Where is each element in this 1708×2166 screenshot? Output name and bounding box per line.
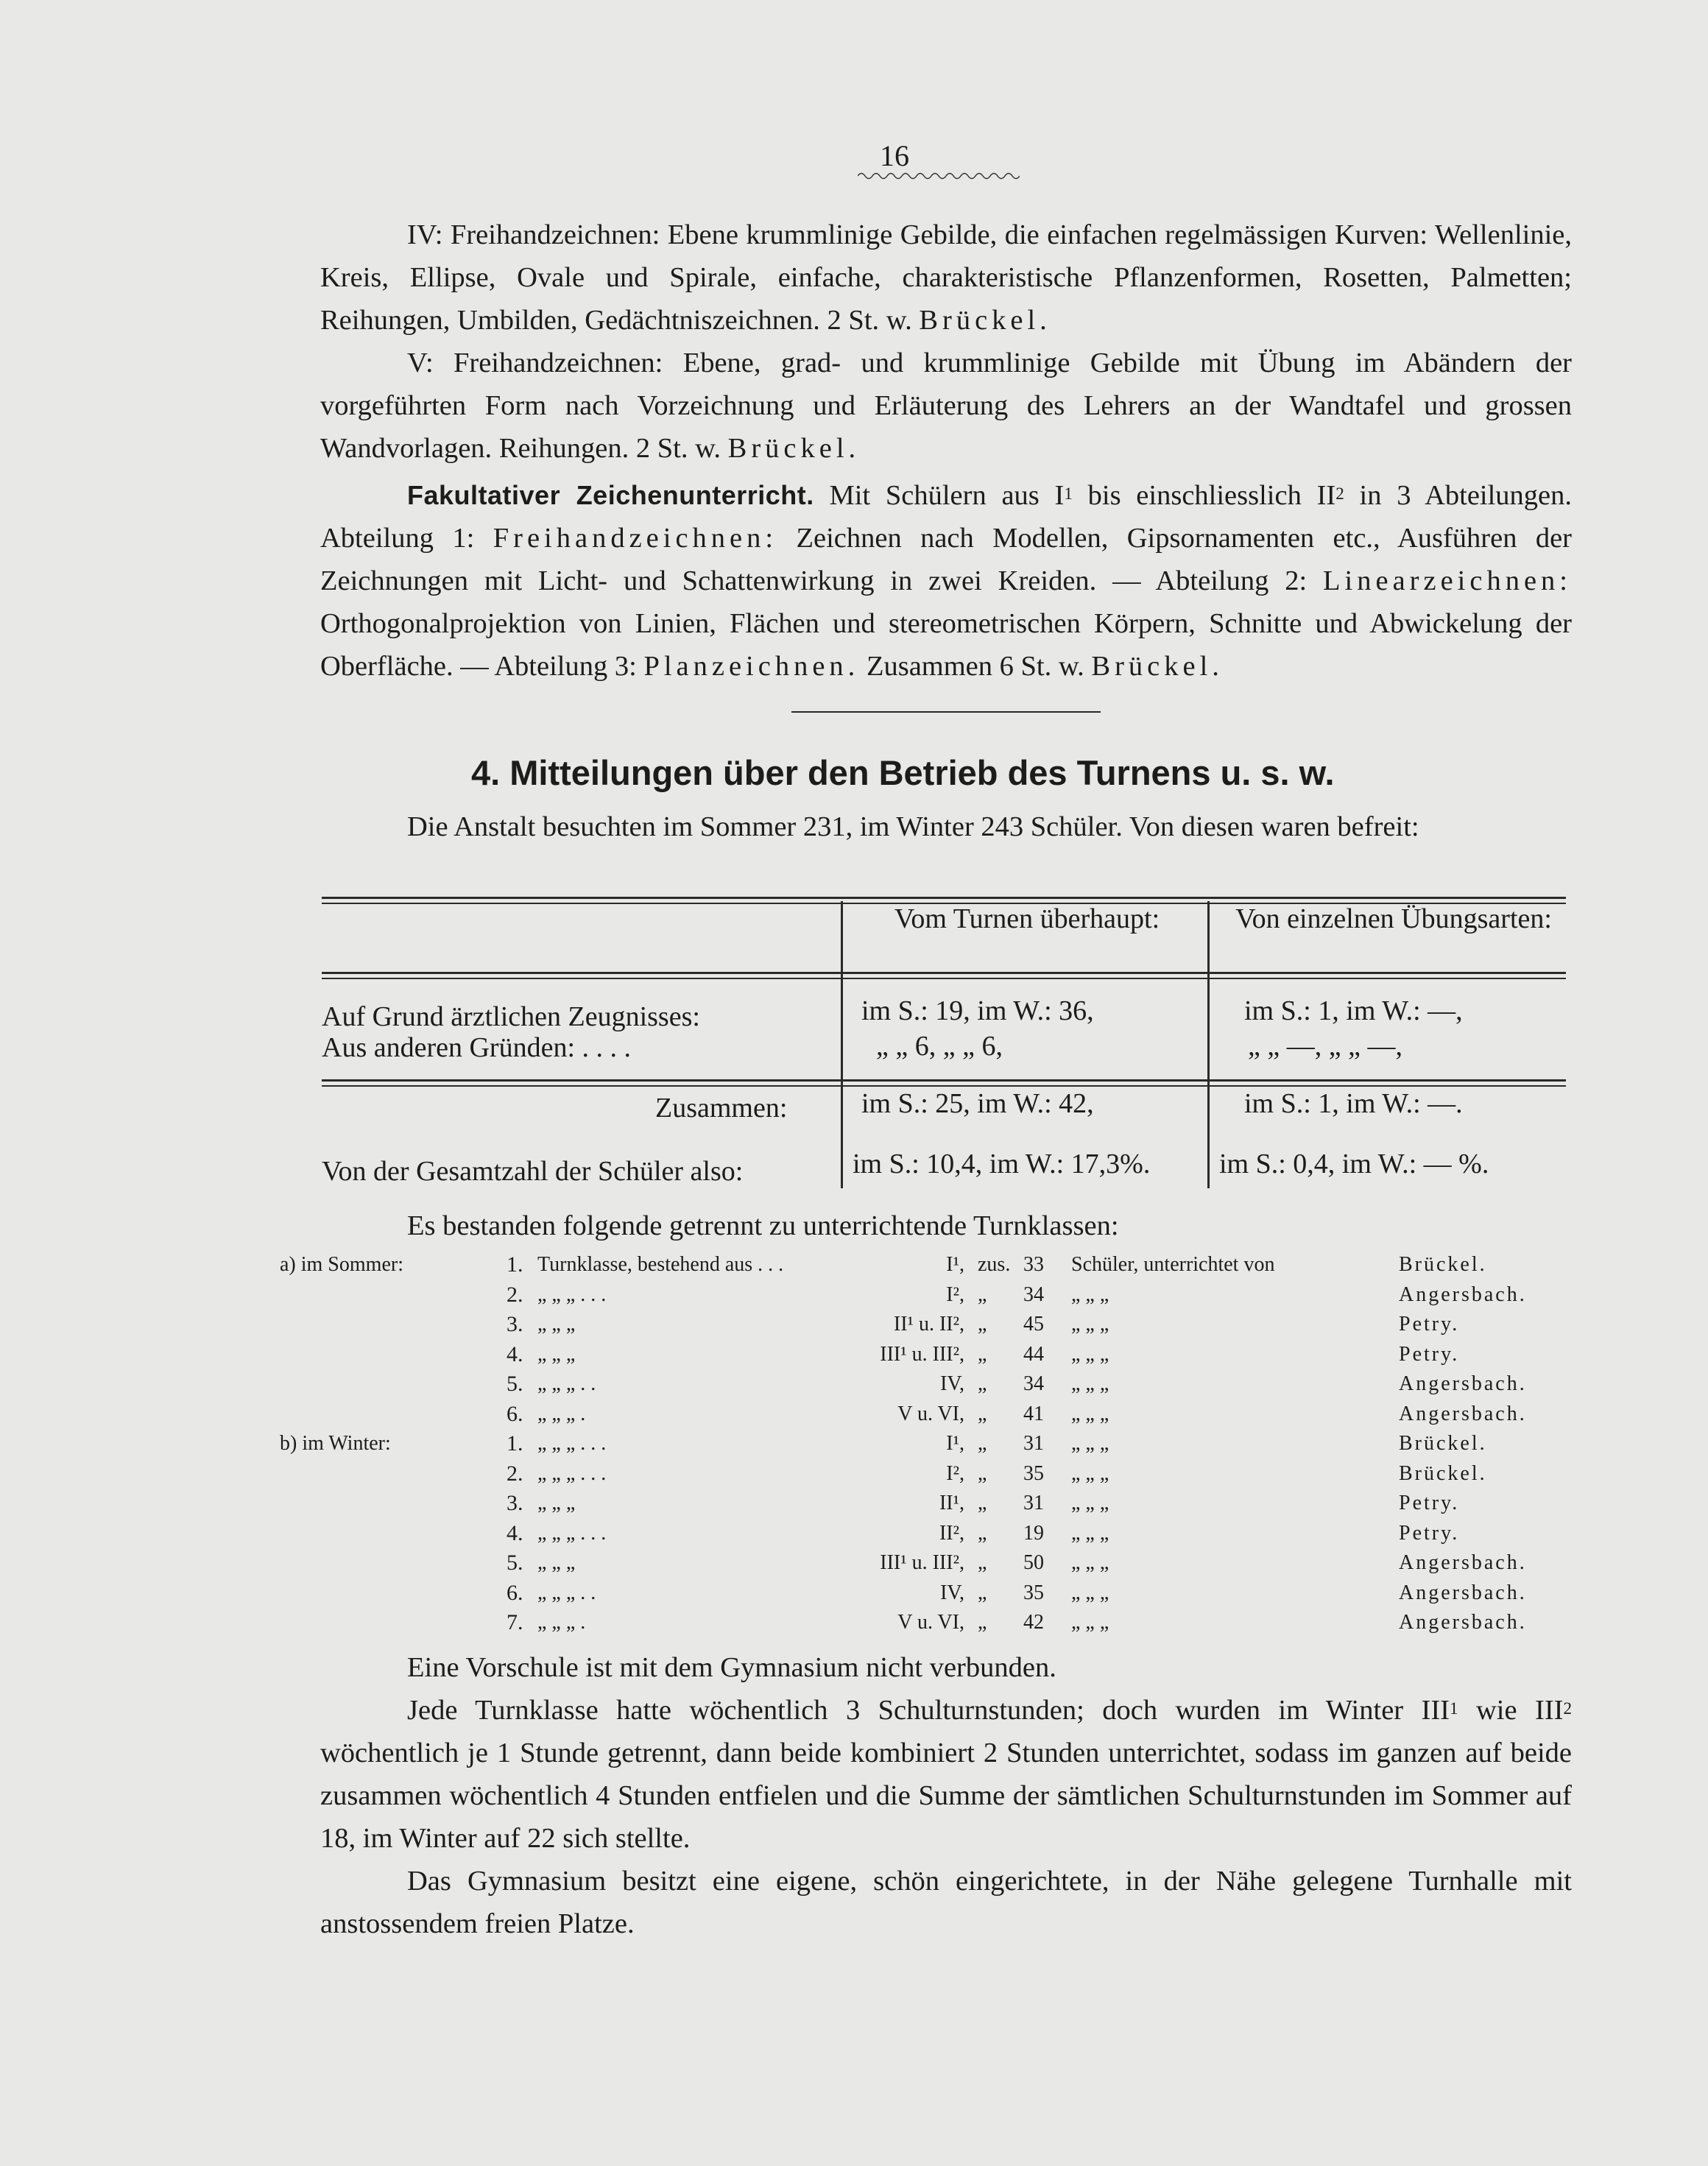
intro-paragraph: Die Anstalt besuchten im Sommer 231, im Winter 243 Schüler. Von diesen waren befreit: xyxy=(407,811,1419,842)
class-from: III¹ u. III², xyxy=(880,1342,964,1366)
class-zus: „ xyxy=(978,1313,987,1336)
class-grp: a) im Sommer: xyxy=(280,1253,403,1276)
class-n: 42 xyxy=(1023,1611,1044,1634)
classes-intro: Es bestanden folgende getrennt zu unterrichtende Turnklassen: xyxy=(407,1210,1119,1241)
page-number: 16 xyxy=(880,139,909,172)
class-from: III¹ u. III², xyxy=(880,1551,964,1574)
class-from: V u. VI, xyxy=(897,1402,964,1425)
row2-label: Aus anderen Gründen: . . . . xyxy=(322,1032,632,1063)
class-no: 3. xyxy=(507,1312,523,1336)
page-number-ornament xyxy=(858,171,1020,181)
class-no: 1. xyxy=(507,1252,523,1277)
class-zus: „ xyxy=(978,1492,987,1514)
class-from: II¹ u. II², xyxy=(893,1313,964,1336)
class-from: IV, xyxy=(940,1372,964,1395)
class-teacher: Angersbach. xyxy=(1399,1611,1527,1634)
class-n: 31 xyxy=(1023,1432,1044,1455)
header-col1: Vom Turnen überhaupt: xyxy=(894,903,1160,934)
row2-col1: „ „ 6, „ „ 6, xyxy=(876,1031,1003,1062)
class-desc: „ „ „ . xyxy=(537,1402,586,1425)
class-teacher: Angersbach. xyxy=(1399,1402,1527,1425)
class-from: IV, xyxy=(940,1581,964,1604)
table-vline-2 xyxy=(1207,901,1210,1188)
class-tail: „ „ „ xyxy=(1071,1402,1109,1425)
class-no: 6. xyxy=(507,1401,523,1426)
class-zus: „ xyxy=(978,1402,987,1425)
class-from: I², xyxy=(946,1283,964,1306)
class-grp: b) im Winter: xyxy=(280,1432,391,1455)
class-from: II¹, xyxy=(939,1492,964,1514)
class-n: 34 xyxy=(1023,1283,1044,1306)
class-desc: „ „ „ . . . xyxy=(537,1461,607,1485)
class-tail: „ „ „ xyxy=(1071,1313,1109,1336)
class-tail: „ „ „ xyxy=(1071,1461,1109,1485)
class-from: II², xyxy=(939,1521,964,1545)
class-n: 34 xyxy=(1023,1372,1044,1395)
section-divider xyxy=(791,711,1101,713)
class-no: 7. xyxy=(507,1610,523,1634)
class-no: 3. xyxy=(507,1491,523,1515)
class-teacher: Petry. xyxy=(1399,1521,1460,1545)
pct-label: Von der Gesamtzahl der Schüler also: xyxy=(322,1156,744,1187)
class-tail: „ „ „ xyxy=(1071,1581,1109,1604)
row1-label: Auf Grund ärztlichen Zeugnisses: xyxy=(322,1001,700,1032)
class-teacher: Angersbach. xyxy=(1399,1551,1527,1574)
class-n: 45 xyxy=(1023,1313,1044,1336)
class-teacher: Brückel. xyxy=(1399,1461,1487,1485)
class-teacher: Brückel. xyxy=(1399,1432,1487,1455)
row2-col2: „ „ —, „ „ —, xyxy=(1248,1031,1402,1062)
class-teacher: Brückel. xyxy=(1399,1253,1487,1276)
section-drawing xyxy=(320,214,1572,688)
class-no: 1. xyxy=(507,1431,523,1456)
class-from: I¹, xyxy=(946,1253,964,1276)
class-desc: „ „ „ . . . xyxy=(537,1432,607,1455)
class-tail: „ „ „ xyxy=(1071,1551,1109,1574)
class-zus: „ xyxy=(978,1461,987,1485)
class-no: 4. xyxy=(507,1341,523,1366)
class-no: 4. xyxy=(507,1520,523,1545)
row1-col2: im S.: 1, im W.: —, xyxy=(1244,995,1463,1026)
sum-col1: im S.: 25, im W.: 42, xyxy=(861,1088,1094,1119)
class-teacher: Angersbach. xyxy=(1399,1581,1527,1604)
class-n: 35 xyxy=(1023,1461,1044,1485)
class-zus: zus. xyxy=(978,1253,1011,1276)
class-zus: „ xyxy=(978,1551,987,1574)
class-teacher: Petry. xyxy=(1399,1313,1460,1336)
class-teacher: Petry. xyxy=(1399,1342,1460,1366)
class-n: 19 xyxy=(1023,1521,1044,1545)
class-tail: „ „ „ xyxy=(1071,1492,1109,1514)
class-n: 44 xyxy=(1023,1342,1044,1366)
header-rule xyxy=(322,972,1566,974)
pct-col2: im S.: 0,4, im W.: — %. xyxy=(1219,1149,1489,1179)
class-tail: „ „ „ xyxy=(1071,1283,1109,1306)
table-top-rule xyxy=(322,897,1566,899)
class-no: 5. xyxy=(507,1551,523,1575)
class-zus: „ xyxy=(978,1521,987,1545)
class-tail: Schüler, unterrichtet von xyxy=(1071,1253,1275,1276)
class-no: 2. xyxy=(507,1461,523,1486)
row1-col1: im S.: 19, im W.: 36, xyxy=(861,995,1094,1026)
class-no: 6. xyxy=(507,1580,523,1605)
paragraph-iv: IV: Freihandzeichnen: Ebene krummlinige Gebilde, die einfachen regelmässigen Kurven: Wellenlinie, Kreis, Ellipse, Ovale und Spirale, einfache, charakteristische Pflanzenformen, Rosetten, Palmetten; Reihungen, Umbilden, Gedächtniszeichnen. 2 St. w. Brückel. xyxy=(320,219,1573,336)
class-tail: „ „ „ xyxy=(1071,1611,1109,1634)
class-n: 50 xyxy=(1023,1551,1044,1574)
class-zus: „ xyxy=(978,1283,987,1306)
sum-rule xyxy=(322,1079,1566,1082)
class-tail: „ „ „ xyxy=(1071,1342,1109,1366)
class-from: I¹, xyxy=(946,1432,964,1455)
paragraph-v: V: Freihandzeichnen: Ebene, grad- und krummlinige Gebilde mit Übung im Abändern der vorgeführten Form nach Vorzeichnung und Erläuterung des Lehrers an der Wandtafel und grossen Wandvorlagen. Reihungen. 2 St. w. Brückel. xyxy=(320,348,1573,464)
header-rule-inner xyxy=(322,978,1566,979)
closing-section xyxy=(320,1646,1572,1945)
class-from: V u. VI, xyxy=(897,1611,964,1634)
class-tail: „ „ „ xyxy=(1071,1432,1109,1455)
class-desc: „ „ „ xyxy=(537,1342,576,1366)
closing-p1: Eine Vorschule ist mit dem Gymnasium nicht verbunden. xyxy=(407,1652,1056,1683)
sum-col2: im S.: 1, im W.: —. xyxy=(1244,1088,1463,1119)
class-zus: „ xyxy=(978,1342,987,1366)
class-teacher: Petry. xyxy=(1399,1492,1460,1514)
class-desc: „ „ „ . xyxy=(537,1611,586,1634)
class-zus: „ xyxy=(978,1372,987,1395)
class-desc: „ „ „ . . . xyxy=(537,1283,607,1306)
closing-p2: Jede Turnklasse hatte wöchentlich 3 Schulturnstunden; doch wurden im Winter III$^1$ wie III$^2$ wöchentlich je 1 Stunde getrennt, dann beide kombiniert 2 Stunden unterrichtet, sodass im ganzen auf beide zusammen wöchentlich 4 Stunden entfielen und die Summe der sämtlichen Schulturnstunden im Sommer auf 18, im Winter auf 22 sich stellte. xyxy=(320,1695,1573,1854)
class-no: 2. xyxy=(507,1282,523,1307)
class-desc: Turnklasse, bestehend aus . . . xyxy=(537,1253,784,1276)
table-vline-1 xyxy=(841,901,843,1188)
class-zus: „ xyxy=(978,1581,987,1604)
section-heading: 4. Mitteilungen über den Betrieb des Turnens u. s. w. xyxy=(471,753,1335,792)
class-desc: „ „ „ xyxy=(537,1313,576,1336)
pct-col1: im S.: 10,4, im W.: 17,3%. xyxy=(853,1149,1151,1179)
class-desc: „ „ „ xyxy=(537,1492,576,1514)
closing-p3: Das Gymnasium besitzt eine eigene, schön eingerichtete, in der Nähe gelegene Turnhalle mit anstossendem freien Platze. xyxy=(320,1866,1572,1939)
sum-label: Zusammen: xyxy=(655,1093,788,1123)
class-desc: „ „ „ . . . xyxy=(537,1521,607,1545)
sum-rule-inner xyxy=(322,1085,1566,1087)
class-from: I², xyxy=(946,1461,964,1485)
class-desc: „ „ „ xyxy=(537,1551,576,1574)
class-n: 41 xyxy=(1023,1402,1044,1425)
class-no: 5. xyxy=(507,1372,523,1396)
paragraph-fakultativ: Fakultativer Zeichenunterricht. Mit Schülern aus $I^1$ bis einschliesslich $II^2$ in 3 Abteilungen. Abteilung 1: Freihandzeichnen: Zeichnen nach Modellen, Gipsornamenten etc., Ausführen der Zeichnungen mit Licht- und Schattenwirkung in zwei Kreiden. — Abteilung 2: Linearzeichnen: Orthogonalprojektion von Linien, Flächen und stereometrischen Körpern, Schnitte und Abwickelung der Oberfläche. — Abteilung 3: Planzeichnen. Zusammen 6 St. w. Brückel. xyxy=(320,480,1573,682)
class-zus: „ xyxy=(978,1611,987,1634)
class-n: 31 xyxy=(1023,1492,1044,1514)
class-n: 33 xyxy=(1023,1253,1044,1276)
class-desc: „ „ „ . . xyxy=(537,1581,596,1604)
class-desc: „ „ „ . . xyxy=(537,1372,596,1395)
header-col2: Von einzelnen Übungsarten: xyxy=(1235,903,1552,934)
class-teacher: Angersbach. xyxy=(1399,1283,1527,1306)
class-tail: „ „ „ xyxy=(1071,1372,1109,1395)
class-n: 35 xyxy=(1023,1581,1044,1604)
class-zus: „ xyxy=(978,1432,987,1455)
class-tail: „ „ „ xyxy=(1071,1521,1109,1545)
class-teacher: Angersbach. xyxy=(1399,1372,1527,1395)
